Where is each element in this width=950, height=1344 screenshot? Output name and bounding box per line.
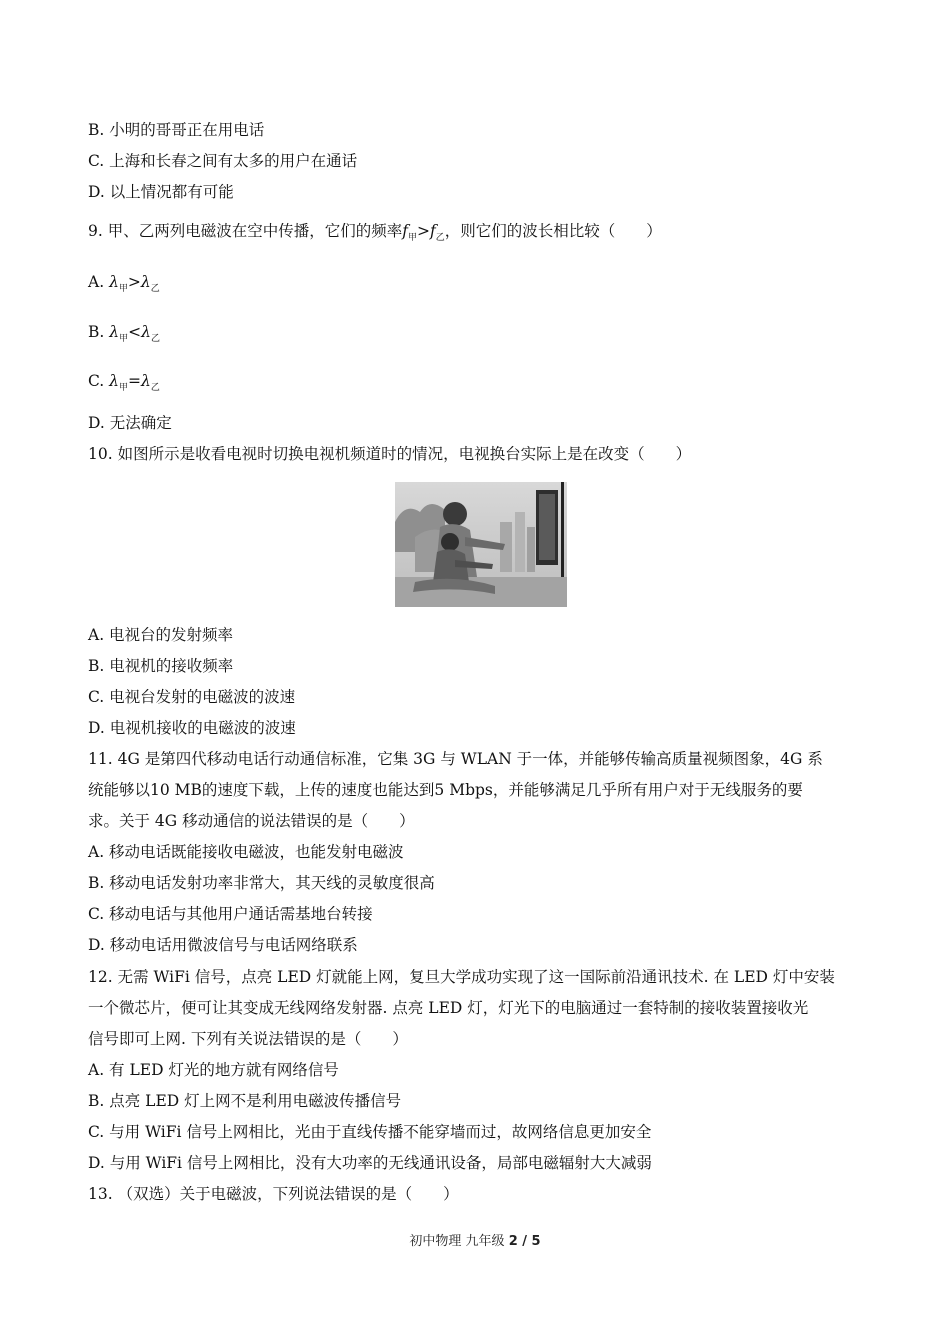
footer-course: 初中物理 九年级 xyxy=(409,1234,505,1249)
q9-option-b-sub2: 乙 xyxy=(150,334,160,344)
q12-option-b: B. 点亮 LED 灯上网不是利用电磁波传播信号 xyxy=(88,1092,402,1110)
q9-option-a-op: > xyxy=(127,273,141,291)
q9-option-b-op: < xyxy=(128,323,142,341)
q9-option-c-lambda1: λ xyxy=(109,372,119,390)
footer-page-number: 2 / 5 xyxy=(508,1234,541,1249)
q10-option-c: C. 电视台发射的电磁波的波速 xyxy=(88,688,296,706)
q12-option-a: A. 有 LED 灯光的地方就有网络信号 xyxy=(88,1061,339,1079)
q10-option-a: A. 电视台的发射频率 xyxy=(88,626,234,644)
q8-option-d: D. 以上情况都有可能 xyxy=(88,183,234,201)
q9-option-a-lambda1: λ xyxy=(109,273,119,291)
q12-stem-line1: 12. 无需 WiFi 信号，点亮 LED 灯就能上网，复旦大学成功实现了这一国际前沿通讯技术. 在 LED 灯中安装 xyxy=(88,968,835,986)
q12-option-d: D. 与用 WiFi 信号上网相比，没有大功率的无线通讯设备，局部电磁辐射大大减弱 xyxy=(88,1154,652,1172)
q9-stem xyxy=(88,221,868,244)
q9-f-symbol-2: f xyxy=(429,222,436,240)
q12-stem-line3: 信号即可上网. 下列有关说法错误的是（ ） xyxy=(88,1030,408,1048)
q9-option-b-lambda2: λ xyxy=(141,323,151,341)
q10-option-d: D. 电视机接收的电磁波的波速 xyxy=(88,719,296,737)
q12-stem-line2: 一个微芯片，便可让其变成无线网络发射器. 点亮 LED 灯，灯光下的电脑通过一套特制的接收装置接收光 xyxy=(88,999,809,1017)
tv-viewing-photo-icon xyxy=(395,482,567,607)
q9-f-sub-jia: 甲 xyxy=(407,233,417,243)
q10-stem: 10. 如图所示是收看电视时切换电视机频道时的情况，电视换台实际上是在改变（ ） xyxy=(88,445,692,463)
q12-option-c: C. 与用 WiFi 信号上网相比，光由于直线传播不能穿墙而过，故网络信息更加安全 xyxy=(88,1123,652,1141)
q9-option-c-sub2: 乙 xyxy=(150,383,160,393)
q9-stem-end: ，则它们的波长相比较（ ） xyxy=(444,222,662,240)
q9-option-a-lambda2: λ xyxy=(140,273,151,291)
q10-option-b: B. 电视机的接收频率 xyxy=(88,657,234,675)
q9-option-b-sub1: 甲 xyxy=(119,334,129,344)
q9-option-c-label: C. xyxy=(88,372,105,390)
q11-stem-line3: 求。关于 4G 移动通信的说法错误的是（ ） xyxy=(88,812,415,830)
page-footer xyxy=(0,1230,950,1249)
q11-stem-line1: 11. 4G 是第四代移动电话行动通信标准，它集 3G 与 WLAN 于一体，并能够传输高质量视频图象，4G 系 xyxy=(88,750,823,768)
q8-option-b: B. 小明的哥哥正在用电话 xyxy=(88,121,265,139)
q9-option-c-lambda2: λ xyxy=(141,372,151,390)
q8-option-c: C. 上海和长春之间有太多的用户在通话 xyxy=(88,152,358,170)
q11-option-b: B. 移动电话发射功率非常大，其天线的灵敏度很高 xyxy=(88,874,435,892)
q11-option-a: A. 移动电话既能接收电磁波，也能发射电磁波 xyxy=(88,843,404,861)
q9-option-a-sub2: 乙 xyxy=(150,284,160,294)
q9-option-d: D. 无法确定 xyxy=(88,414,172,432)
q9-option-a xyxy=(88,272,868,295)
q11-option-c: C. 移动电话与其他用户通话需基地台转接 xyxy=(88,905,373,923)
q9-option-a-sub1: 甲 xyxy=(118,284,128,294)
q9-option-b-lambda1: λ xyxy=(109,323,120,341)
q9-f-sub-yi: 乙 xyxy=(435,233,445,243)
q9-option-b xyxy=(88,322,868,345)
q9-option-a-label: A. xyxy=(88,273,105,291)
q9-option-b-label: B. xyxy=(88,323,105,341)
q9-option-c-sub1: 甲 xyxy=(119,383,129,393)
q9-option-c xyxy=(88,371,868,394)
q9-stem-start: 9. 甲、乙两列电磁波在空中传播，它们的频率 xyxy=(88,222,403,240)
q11-stem-line2: 统能够以10 MB的速度下载，上传的速度也能达到5 Mbps，并能够满足几乎所有用户对于无线服务的要 xyxy=(88,781,803,799)
q13-stem: 13. （双选）关于电磁波，下列说法错误的是（ ） xyxy=(88,1185,459,1203)
q11-option-d: D. 移动电话用微波信号与电话网络联系 xyxy=(88,936,358,954)
q9-option-c-op: = xyxy=(128,372,142,390)
q9-f-symbol: f xyxy=(402,222,408,240)
q9-greater: > xyxy=(416,222,430,240)
